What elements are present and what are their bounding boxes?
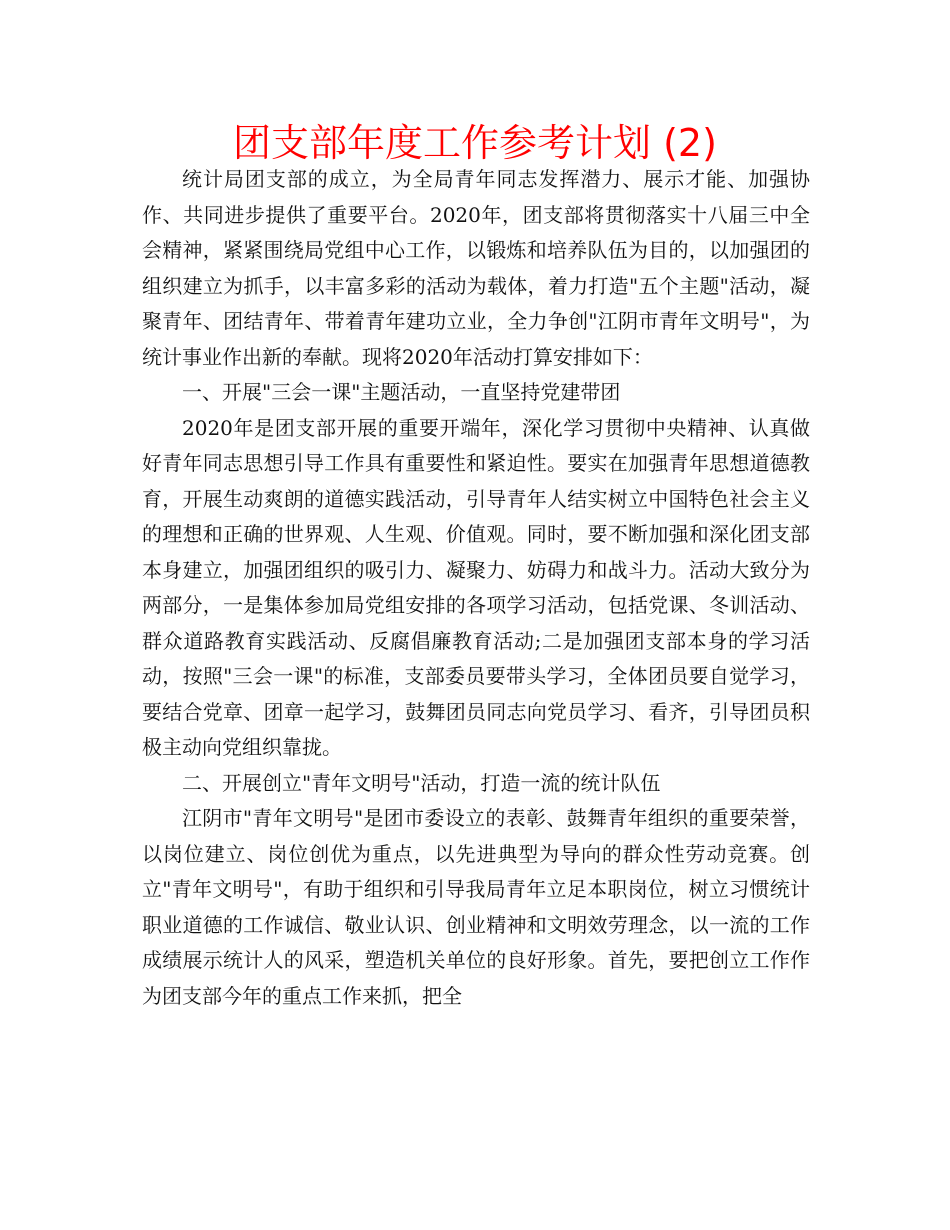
paragraph-section-2: 江阴市"青年文明号"是团市委设立的表彰、鼓舞青年组织的重要荣誉，以岗位建立、岗位创优为重点，以先进典型为导向的群众性劳动竞赛。创立"青年文明号"，有助于组织和引导我局青年立足本职岗位，树立习惯统计职业道德的工作诚信、敬业认识、创业精神和文明效劳理念，以一流的工作成绩展示统计人的风采，塑造机关单位的良好形象。首先，要把创立工作作为团支部今年的重点工作来抓，把全 bbox=[142, 806, 810, 1008]
section-heading-1: 一、开展"三会一课"主题活动，一直坚持党建带团 bbox=[182, 380, 621, 404]
document-title: 团支部年度工作参考计划 (2) bbox=[233, 121, 717, 165]
section-heading-2: 二、开展创立"青年文明号"活动，打造一流的统计队伍 bbox=[182, 770, 661, 795]
paragraph-section-1: 2020年是团支部开展的重要开端年，深化学习贯彻中央精神、认真做好青年同志思想引导工作具有重要性和紧迫性。要实在加强青年思想道德教育，开展生动爽朗的道德实践活动，引导青年人结实树立中国特色社会主义的理想和正确的世界观、人生观、价值观。同时，要不断加强和深化团支部本身建立，加强团组织的吸引力、凝聚力、妨碍力和战斗力。活动大致分为两部分，一是集体参加局党组安排的各项学习活动，包括党课、冬训活动、群众道路教育实践活动、反腐倡廉教育活动;二是加强团支部本身的学习活动，按照"三会一课"的标准，支部委员要带头学习，全体团员要自觉学习，要结合党章、团章一起学习，鼓舞团员同志向党员学习、看齐，引导团员积极主动向党组织靠拢。 bbox=[142, 415, 810, 759]
document-body bbox=[142, 162, 810, 1014]
paragraph-intro: 统计局团支部的成立，为全局青年同志发挥潜力、展示才能、加强协作、共同进步提供了重要平台。2020年，团支部将贯彻落实十八届三中全会精神，紧紧围绕局党组中心工作，以锻炼和培养队伍为目的，以加强团的组织建立为抓手，以丰富多彩的活动为载体，着力打造"五个主题"活动，凝聚青年、团结青年、带着青年建功立业，全力争创"江阴市青年文明号"，为统计事业作出新的奉献。现将2020年活动打算安排如下： bbox=[142, 167, 810, 369]
